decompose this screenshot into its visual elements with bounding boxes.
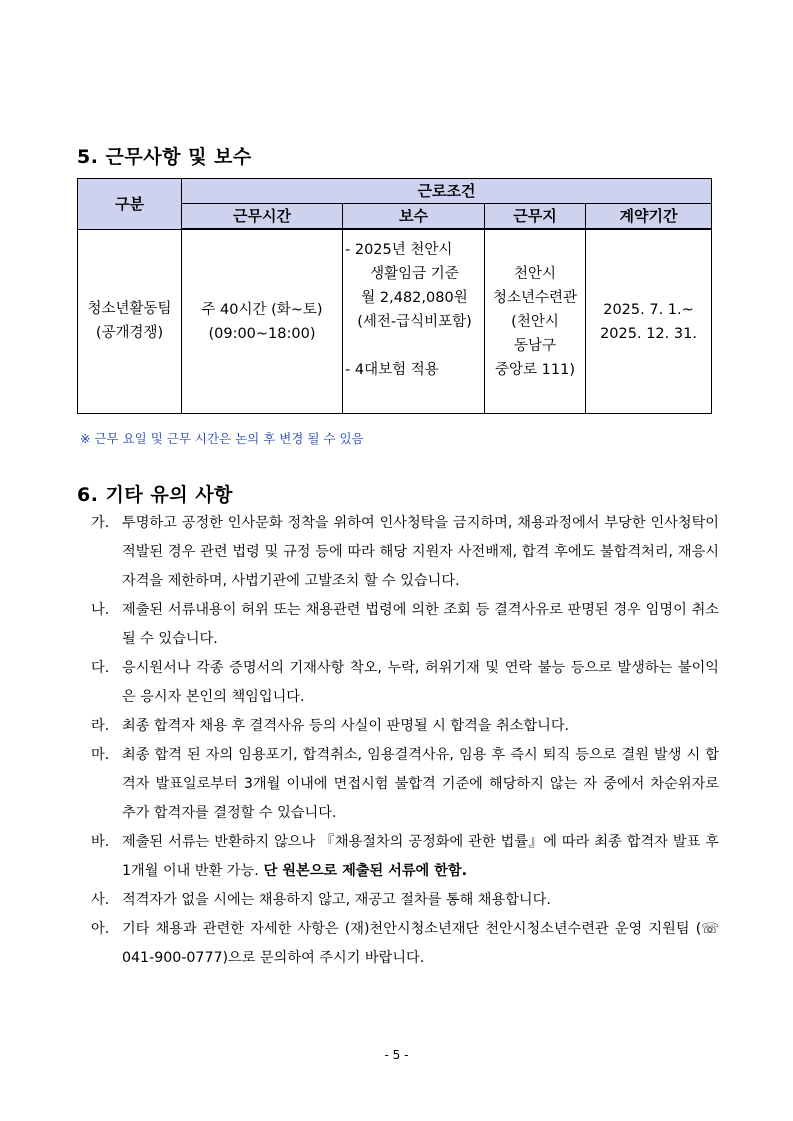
list-item — [91, 741, 719, 828]
notice-list — [91, 509, 719, 973]
item-marker: 다. — [91, 660, 110, 676]
cell-hours — [182, 229, 343, 414]
item-text: 제출된 서류는 반환하지 않으나 『채용절차의 공정화에 관한 법률』에 따라 최종 합격자 발표 후 1개월 이내 반환 가능. — [122, 834, 719, 879]
item-text: 투명하고 공정한 인사문화 정착을 위하여 인사청탁을 금지하며, 채용과정에서 부당한 인사청탁이 적발된 경우 관련 법령 및 규정 등에 따라 해당 지원자 사전배제, 합격 후에도 불합격처리, 재응시자격을 제한하며, 사법기관에 고발조치 할 수 있습니다. — [122, 515, 719, 589]
page-number: - 5 - — [384, 1048, 409, 1062]
list-item — [91, 596, 719, 654]
location-line: 천안시 — [513, 265, 557, 282]
item-text: 최종 합격 된 자의 임용포기, 합격취소, 임용결격사유, 임용 후 즉시 퇴직 등으로 결원 발생 시 합격자 발표일로부터 3개월 이내에 면접시험 불합격 기준에 해당하지 않는 자 중에서 차순위자로 추가 합격자를 결정할 수 있습니다. — [122, 747, 719, 821]
item-marker: 가. — [91, 515, 110, 531]
category-line: 청소년활동팀 — [87, 301, 172, 318]
pay-line: - 2025년 천안시 — [345, 242, 453, 258]
section-6-title: 6. 기타 유의 사항 — [77, 484, 233, 506]
pay-line: (세전-급식비포함) — [357, 314, 472, 330]
cell-location — [485, 229, 586, 414]
item-bold-text: 단 원본으로 제출된 서류에 한함. — [258, 863, 467, 879]
item-text: 기타 채용과 관련한 자세한 사항은 (재)천안시청소년재단 천안시청소년수련관 운영 지원팀 (☏ 041-900-0777)으로 문의하여 주시기 바랍니다. — [122, 921, 719, 966]
category-line: (공개경쟁) — [95, 325, 164, 342]
section-5-title: 5. 근무사항 및 보수 — [77, 146, 252, 168]
header-conditions: 근로조건 — [182, 179, 712, 204]
col-hours: 근무시간 — [182, 204, 343, 230]
list-item — [91, 915, 719, 973]
table-row — [78, 229, 712, 414]
period-line: 2025. 7. 1.~ — [603, 301, 694, 318]
list-item — [91, 712, 719, 741]
list-item — [91, 828, 719, 886]
pay-line: 생활임금 기준 — [370, 266, 459, 282]
col-period: 계약기간 — [586, 204, 712, 230]
item-text: 적격자가 없을 시에는 채용하지 않고, 재공고 절차를 통해 채용합니다. — [122, 892, 551, 908]
pay-line: 월 2,482,080원 — [361, 290, 468, 306]
cell-category — [78, 229, 182, 414]
location-line: 중앙로 111) — [495, 361, 575, 378]
location-line: 동남구 — [513, 337, 557, 354]
item-text: 응시원서나 각종 증명서의 기재사항 착오, 누락, 허위기재 및 연락 불능 등으로 발생하는 불이익은 응시자 본인의 책임입니다. — [122, 660, 719, 705]
item-marker: 나. — [91, 602, 110, 618]
header-category: 구분 — [78, 179, 182, 230]
hours-line: (09:00~18:00) — [208, 325, 316, 342]
item-text: 최종 합격자 채용 후 결격사유 등의 사실이 판명될 시 합격을 취소합니다. — [122, 718, 570, 734]
col-pay: 보수 — [343, 204, 485, 230]
cell-pay — [343, 229, 485, 414]
list-item — [91, 509, 719, 596]
location-line: (천안시 — [511, 313, 559, 330]
period-line: 2025. 12. 31. — [600, 325, 697, 342]
list-item — [91, 886, 719, 915]
location-line: 청소년수련관 — [492, 289, 578, 306]
item-marker: 바. — [91, 834, 110, 850]
item-marker: 마. — [91, 747, 110, 763]
hours-line: 주 40시간 (화~토) — [201, 301, 323, 318]
item-text: 제출된 서류내용이 허위 또는 채용관련 법령에 의한 조회 등 결격사유로 판명된 경우 임명이 취소 될 수 있습니다. — [122, 602, 719, 647]
item-marker: 사. — [91, 892, 110, 908]
item-marker: 라. — [91, 718, 110, 734]
list-item — [91, 654, 719, 712]
schedule-note: ※ 근무 요일 및 근무 시간은 논의 후 변경 될 수 있음 — [80, 431, 364, 446]
work-conditions-table — [77, 178, 712, 414]
col-location: 근무지 — [485, 204, 586, 230]
pay-line: - 4대보험 적용 — [345, 362, 439, 378]
item-marker: 아. — [91, 921, 110, 937]
cell-period — [586, 229, 712, 414]
